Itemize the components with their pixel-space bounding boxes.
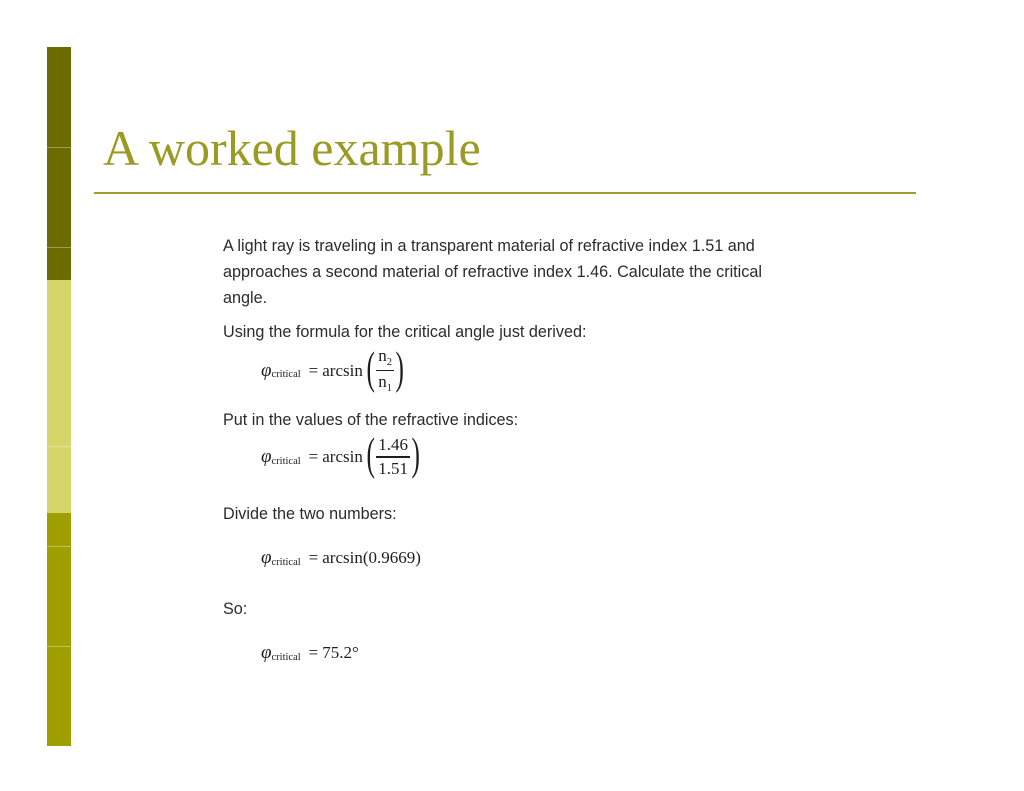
accent-bar-segment <box>47 147 71 247</box>
phi-symbol: φ <box>261 446 272 467</box>
accent-bar-segment <box>47 47 71 147</box>
result-equation <box>261 642 359 664</box>
substituted-formula <box>261 428 423 480</box>
result-value: 75.2° <box>322 643 359 662</box>
numerator-value: 1.46 <box>378 435 408 455</box>
n2-over-n1-fraction <box>376 346 394 395</box>
equals-sign: = <box>308 548 319 567</box>
accent-bar-segment <box>47 280 71 446</box>
bar-divider <box>47 446 71 447</box>
equals-sign: = <box>308 643 319 662</box>
right-paren: ) <box>411 428 420 479</box>
critical-subscript: critical <box>271 369 301 381</box>
phi-symbol: φ <box>261 359 272 381</box>
bar-divider <box>47 147 71 148</box>
phi-symbol: φ <box>261 642 272 663</box>
left-paren: ( <box>366 341 375 393</box>
slide-title: A worked example <box>103 120 481 176</box>
accent-bar-segment <box>47 247 71 280</box>
problem-line-2: approaches a second material of refractive index 1.46. Calculate the critical <box>223 263 762 281</box>
arcsin-function: arcsin <box>322 360 363 380</box>
numerator-subscript: 2 <box>386 357 392 368</box>
equals-sign: = <box>308 447 319 466</box>
critical-subscript: critical <box>271 455 301 467</box>
phi-symbol: φ <box>261 547 272 568</box>
divide-intro: Divide the two numbers: <box>223 505 397 523</box>
denominator <box>376 371 394 395</box>
bar-divider <box>47 646 71 647</box>
denominator-base: n <box>378 372 387 392</box>
numerator-base: n <box>378 346 387 365</box>
values-fraction <box>376 435 410 478</box>
so-label: So: <box>223 600 248 618</box>
accent-bar-segment <box>47 513 71 546</box>
left-accent-bar <box>47 47 71 746</box>
left-paren: ( <box>366 428 375 479</box>
title-underline <box>94 192 916 194</box>
critical-subscript: critical <box>271 556 301 568</box>
accent-bar-segment <box>47 546 71 646</box>
right-paren: ) <box>395 341 404 393</box>
numerator <box>376 346 394 370</box>
critical-angle-formula <box>261 341 407 395</box>
divided-equation <box>261 547 421 569</box>
equals-sign: = <box>308 360 319 380</box>
problem-line-1: A light ray is traveling in a transparent material of refractive index 1.51 and <box>223 237 755 255</box>
accent-bar-segment <box>47 446 71 513</box>
formula-intro: Using the formula for the critical angle just derived: <box>223 323 587 341</box>
accent-bar-segment <box>47 646 71 746</box>
arcsin-function: arcsin <box>322 447 363 466</box>
denominator-value: 1.51 <box>378 458 408 478</box>
arcsin-value: arcsin(0.9669) <box>322 548 421 567</box>
critical-subscript: critical <box>271 651 301 663</box>
bar-divider <box>47 546 71 547</box>
values-intro: Put in the values of the refractive indices: <box>223 411 519 429</box>
problem-line-3: angle. <box>223 289 268 307</box>
bar-divider <box>47 247 71 248</box>
denominator-subscript: 1 <box>386 383 392 395</box>
